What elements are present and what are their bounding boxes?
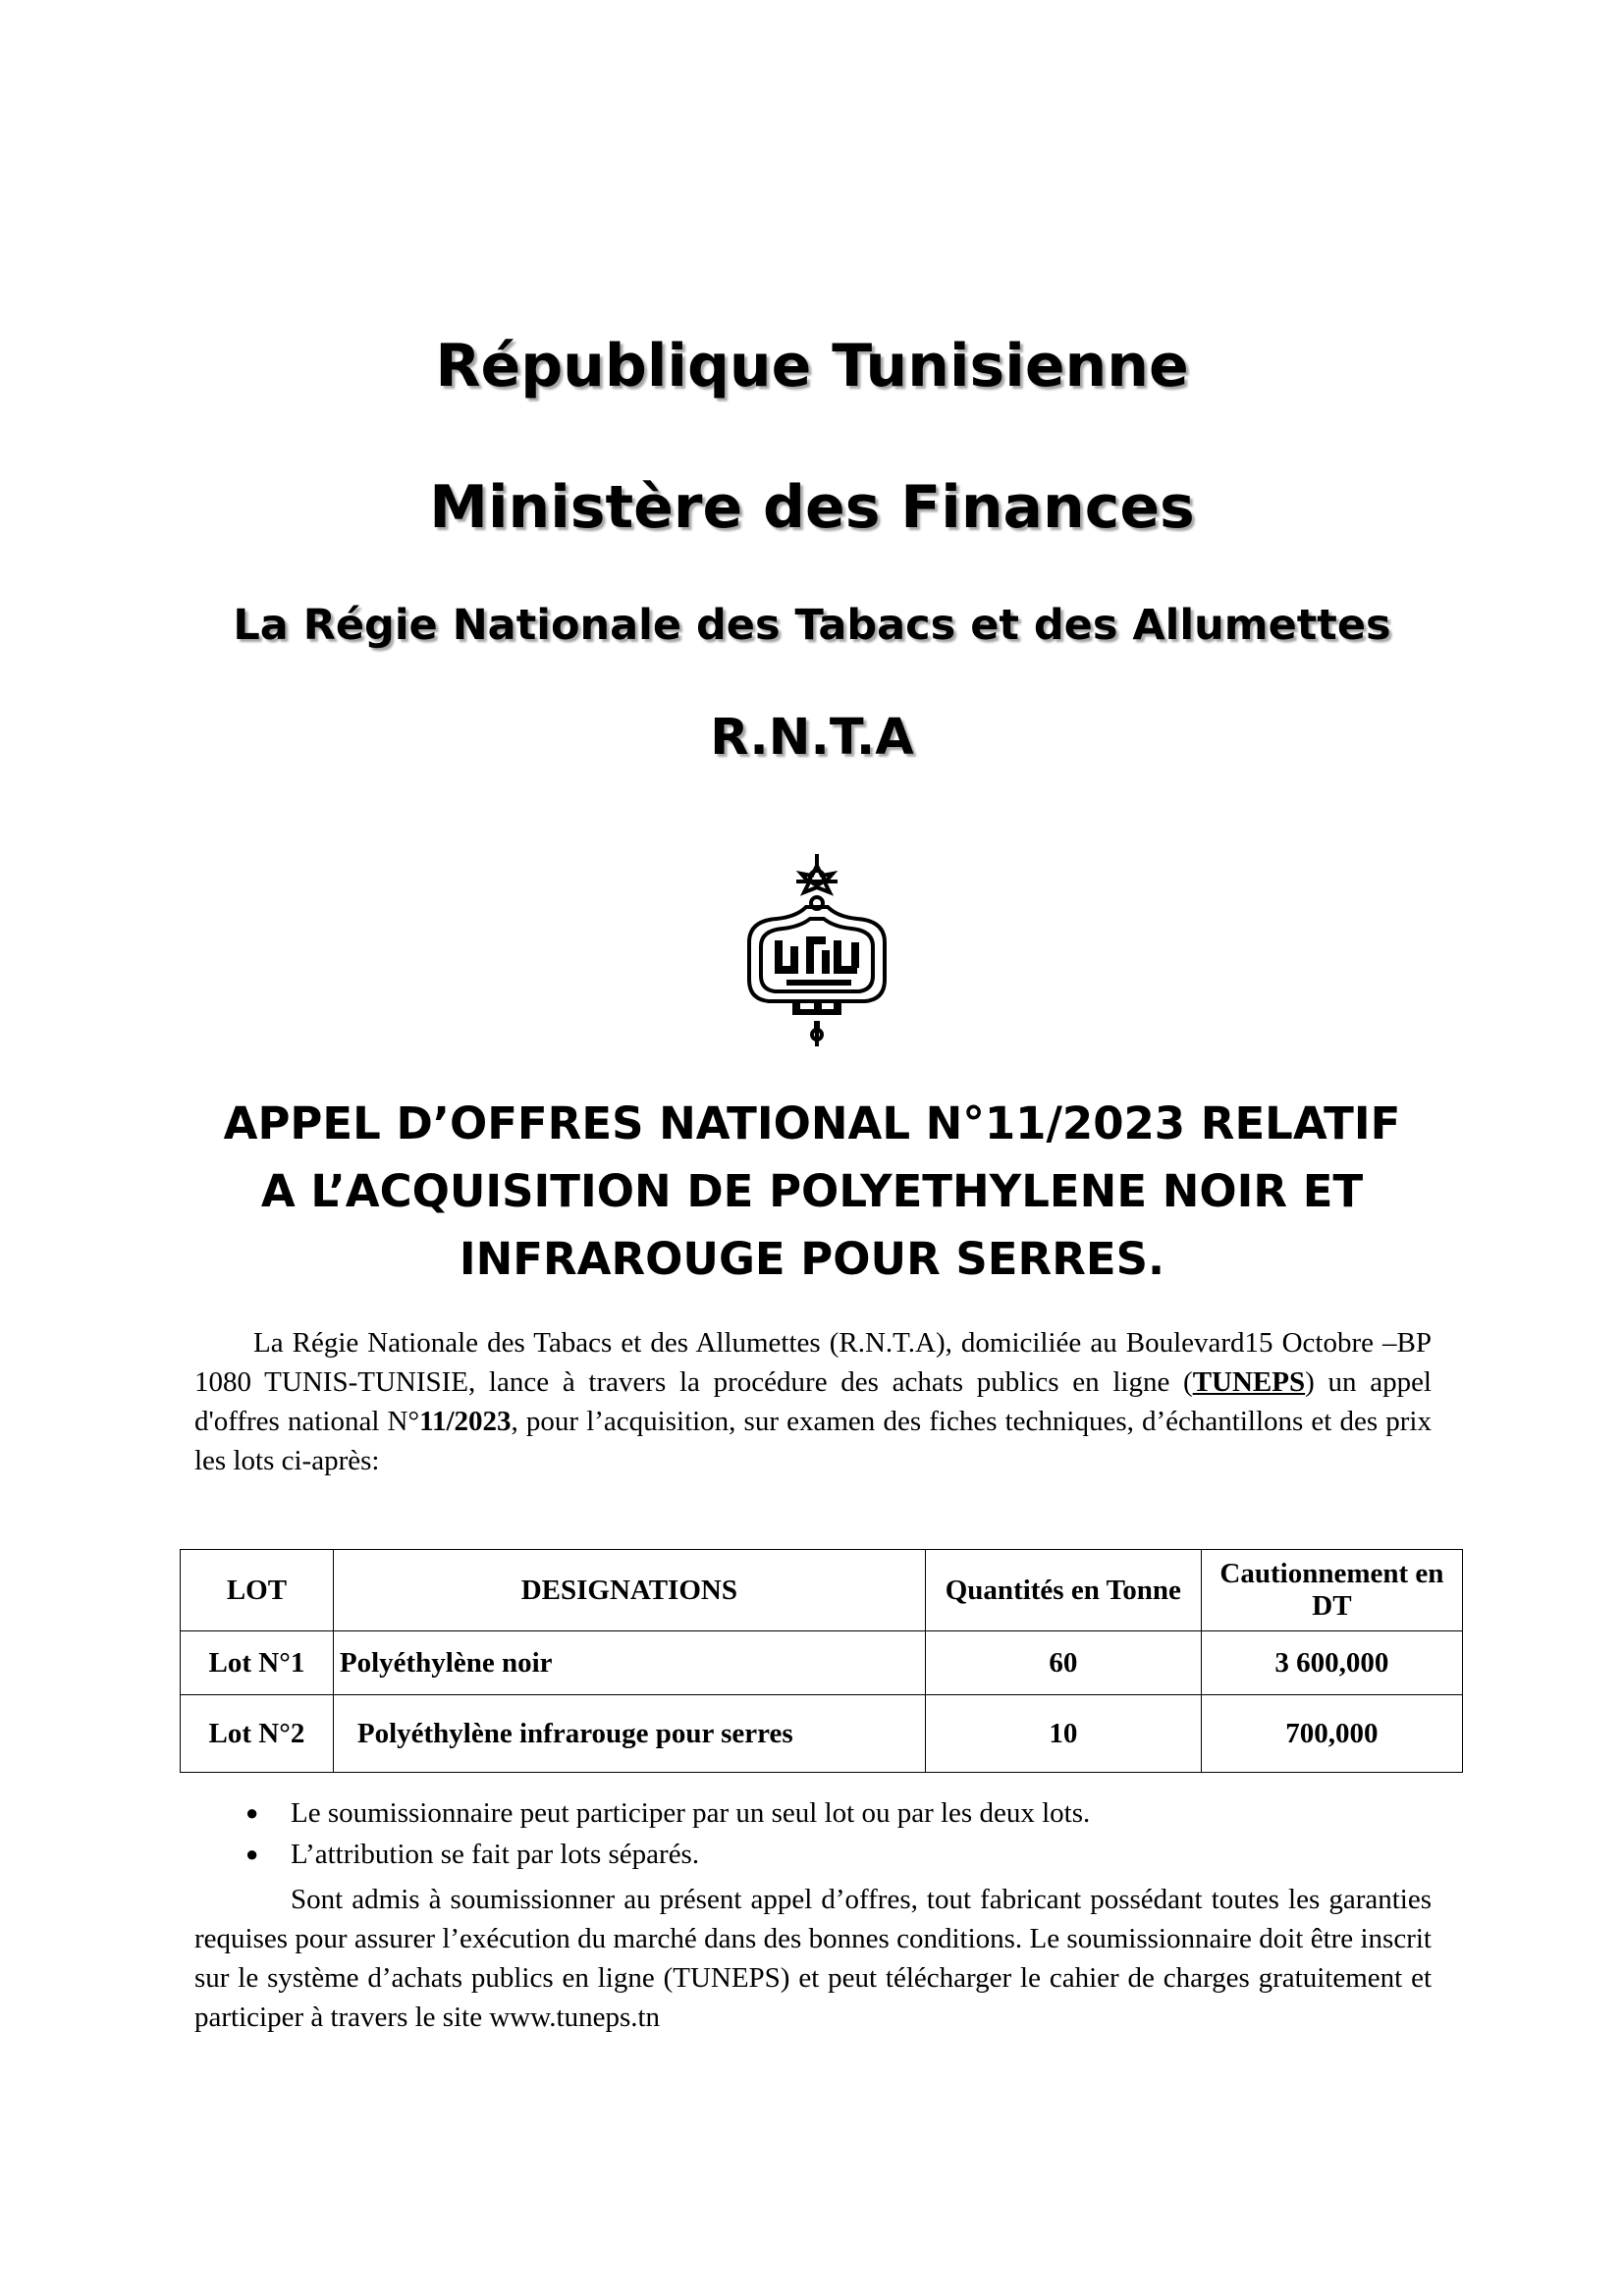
quantity-cell: 60 xyxy=(925,1631,1201,1695)
list-item-text: Le soumissionnaire peut participer par un seul lot ou par les deux lots. xyxy=(291,1797,1091,1829)
column-header-guarantee: Cautionnement en DT xyxy=(1201,1550,1462,1631)
list-item-text: L’attribution se fait par lots séparés. xyxy=(291,1839,700,1870)
intro-text-3: , pour l’acquisition, sur examen des fiches techniques, d’échantillons et des prix les lots ci-après: xyxy=(194,1406,1432,1476)
intro-text-1: La Régie Nationale des Tabacs et des Allumettes (R.N.T.A), domiciliée au Boulevard15 Octobre –BP 1080 TUNIS-TUNISIE, lance à travers la procédure des achats publics en ligne ( xyxy=(194,1327,1432,1398)
designation-cell: Polyéthylène infrarouge pour serres xyxy=(333,1695,925,1773)
intro-paragraph xyxy=(194,1323,1432,1480)
lot-cell: Lot N°1 xyxy=(181,1631,334,1695)
list-item xyxy=(194,1834,1090,1875)
tender-title-line-3: INFRAROUGE POUR SERRES. xyxy=(459,1233,1165,1285)
header-republic: République Tunisienne xyxy=(435,332,1189,400)
header-agency: La Régie Nationale des Tabacs et des Allumettes xyxy=(233,601,1391,650)
bullet-icon: ● xyxy=(245,1842,259,1866)
tender-number: 11/2023 xyxy=(419,1406,512,1437)
header-acronym: R.N.T.A xyxy=(710,709,914,767)
guarantee-cell: 700,000 xyxy=(1201,1695,1462,1773)
designation-cell: Polyéthylène noir xyxy=(333,1631,925,1695)
column-header-quantity: Quantités en Tonne xyxy=(925,1550,1201,1631)
tender-title-line-2: A L’ACQUISITION DE POLYETHYLENE NOIR ET xyxy=(260,1165,1364,1217)
tender-title-line-1: APPEL D’OFFRES NATIONAL N°11/2023 RELATIF xyxy=(223,1097,1401,1149)
column-header-lot: LOT xyxy=(181,1550,334,1631)
header-ministry: Ministère des Finances xyxy=(429,473,1195,542)
quantity-cell: 10 xyxy=(925,1695,1201,1773)
table-row xyxy=(181,1631,1463,1695)
bullet-icon: ● xyxy=(245,1800,259,1825)
lot-cell: Lot N°2 xyxy=(181,1695,334,1773)
table-row xyxy=(181,1695,1463,1773)
list-item xyxy=(194,1792,1090,1834)
guarantee-cell: 3 600,000 xyxy=(1201,1631,1462,1695)
column-header-designations: DESIGNATIONS xyxy=(333,1550,925,1631)
closing-paragraph xyxy=(194,1880,1432,2037)
intro-text-2: ) un appel d'offres national N° xyxy=(194,1366,1432,1437)
lots-table xyxy=(180,1549,1463,1773)
closing-text: Sont admis à soumissionner au présent appel d’offres, tout fabricant possédant toutes les garanties requises pour assurer l’exécution du marché dans des bonnes conditions. Le soumissionnaire doit être inscrit sur le système d’achats publics en ligne (TUNEPS) et peut télécharger le cahier de charges gratuitement et participer à travers le site www.tuneps.tn xyxy=(194,1884,1432,2033)
tunisia-emblem-icon xyxy=(728,852,906,1048)
tender-title xyxy=(147,1090,1477,1293)
tuneps-label: TUNEPS xyxy=(1192,1366,1306,1398)
table-header-row xyxy=(181,1550,1463,1631)
conditions-list xyxy=(194,1792,1090,1875)
